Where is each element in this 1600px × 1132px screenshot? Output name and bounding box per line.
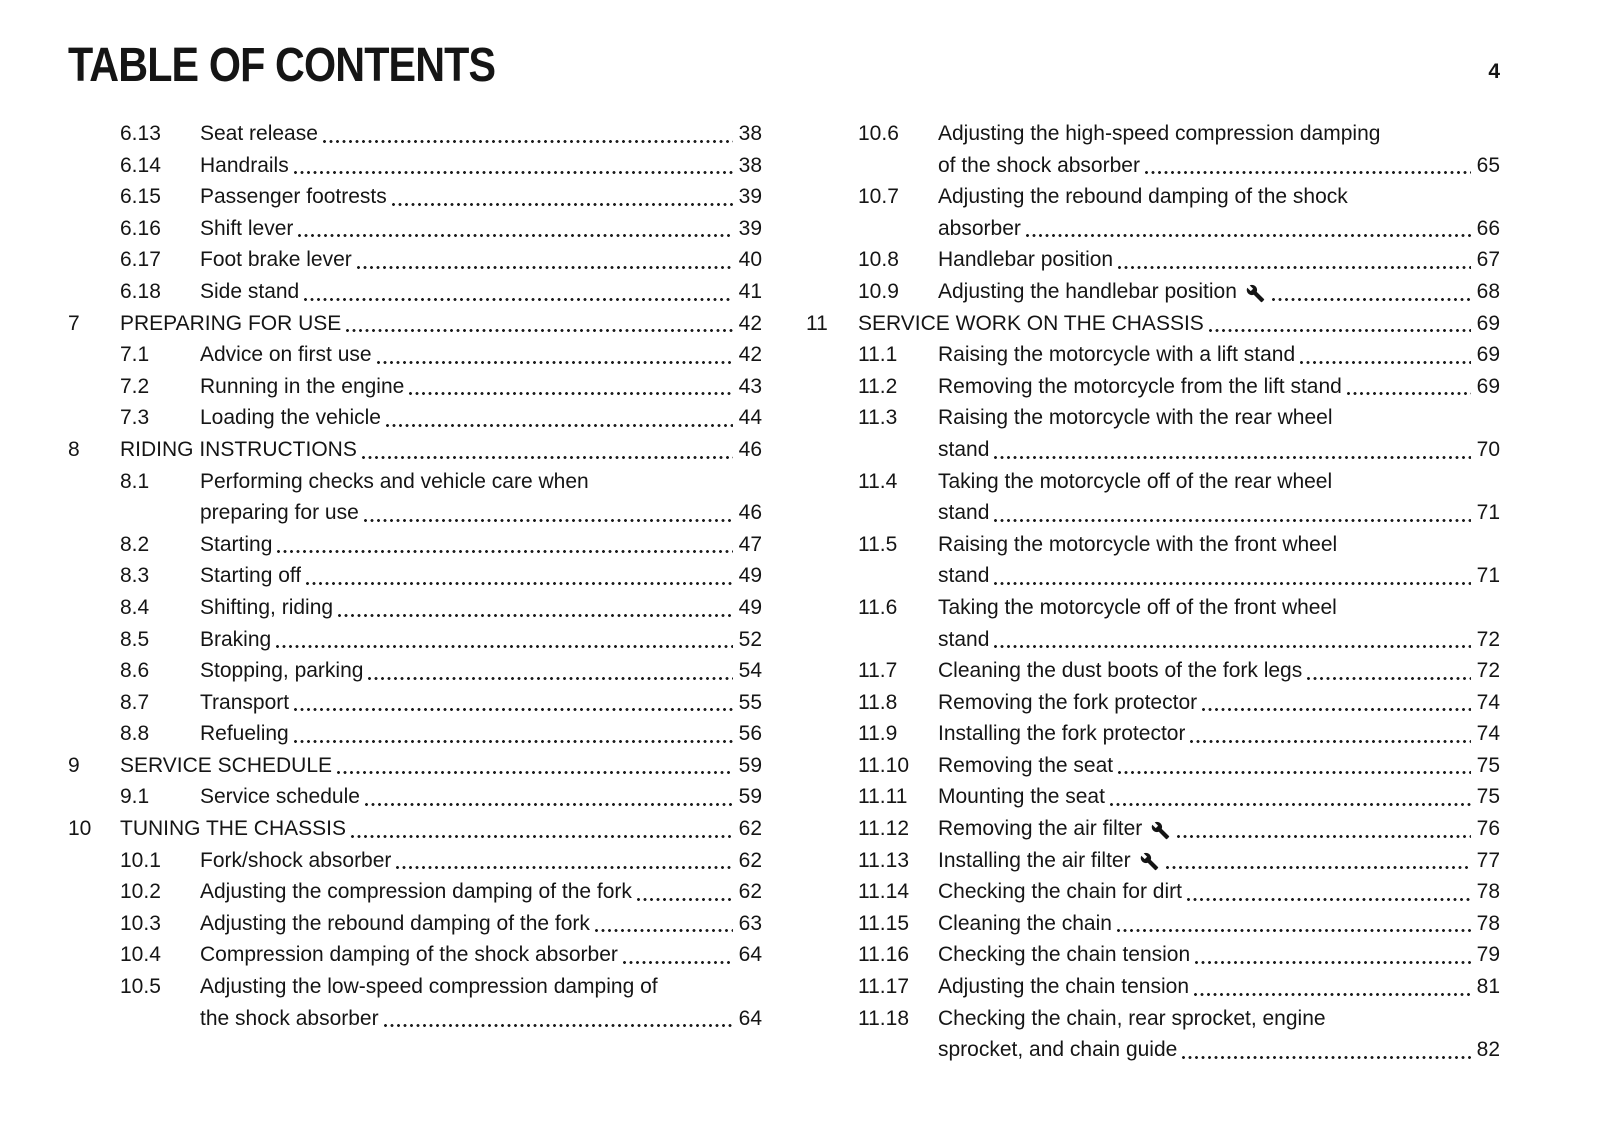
entry-page: 39 — [738, 216, 762, 240]
dot-leader — [294, 708, 733, 711]
entry-title: Taking the motorcycle off of the rear wheel — [938, 469, 1333, 493]
toc-entry-continuation — [68, 1003, 762, 1035]
entry-title: SERVICE SCHEDULE — [120, 753, 333, 777]
toc-entry — [68, 118, 762, 150]
entry-page: 47 — [738, 532, 762, 556]
entry-number: 8 — [68, 437, 80, 461]
entry-title: Checking the chain tension — [938, 943, 1191, 967]
entry-page: 74 — [1476, 722, 1500, 746]
toc-entry — [806, 876, 1500, 908]
toc-column-left — [68, 118, 762, 1066]
toc-entry — [806, 402, 1500, 434]
entry-number: 11.13 — [858, 848, 909, 872]
entry-page: 77 — [1476, 848, 1500, 872]
entry-title: Checking the chain for dirt — [938, 880, 1182, 904]
entry-title: Removing the fork protector — [938, 690, 1198, 714]
entry-page: 62 — [738, 817, 762, 841]
entry-page: 62 — [738, 848, 762, 872]
dot-leader — [1307, 677, 1470, 680]
dot-leader — [623, 961, 733, 964]
toc-entry — [806, 466, 1500, 498]
toc-entry — [68, 150, 762, 182]
toc-entry — [68, 213, 762, 245]
entry-title: Installing the air filter — [938, 848, 1131, 872]
entry-title: Adjusting the rebound damping of the fork — [200, 911, 590, 935]
entry-page: 71 — [1476, 501, 1500, 525]
toc-entry-continuation — [68, 497, 762, 529]
entry-page: 56 — [738, 722, 762, 746]
toc-entry — [68, 718, 762, 750]
entry-page: 59 — [738, 785, 762, 809]
toc-entry — [806, 655, 1500, 687]
entry-number: 11.4 — [858, 469, 898, 493]
entry-number: 10.1 — [120, 848, 161, 872]
entry-title: Starting off — [200, 564, 302, 588]
entry-number: 7.1 — [120, 343, 150, 367]
entry-number: 10 — [68, 817, 92, 841]
entry-page: 62 — [738, 880, 762, 904]
entry-number: 7 — [68, 311, 80, 335]
toc-entry — [68, 276, 762, 308]
entry-number: 10.7 — [858, 185, 899, 209]
toc-entry — [806, 118, 1500, 150]
dot-leader — [1347, 392, 1471, 395]
entry-number: 10.8 — [858, 248, 899, 272]
toc-entry — [806, 750, 1500, 782]
toc-entry — [68, 750, 762, 782]
entry-title: Removing the air filter — [938, 817, 1143, 841]
dot-leader — [294, 171, 733, 174]
entry-title: Compression damping of the shock absorber — [200, 943, 618, 967]
entry-title: preparing for use — [200, 501, 359, 525]
toc-entry — [806, 687, 1500, 719]
wrench-icon — [1140, 852, 1159, 871]
entry-number: 11.3 — [858, 406, 898, 430]
entry-page: 76 — [1476, 817, 1500, 841]
toc-entry — [806, 908, 1500, 940]
entry-title: stand — [938, 437, 990, 461]
dot-leader — [294, 740, 733, 743]
entry-title: Adjusting the low-speed compression damping of — [200, 975, 658, 999]
entry-number: 10.2 — [120, 880, 161, 904]
dot-leader — [994, 456, 1470, 459]
entry-number: 7.3 — [120, 406, 150, 430]
entry-page: 68 — [1476, 279, 1500, 303]
dot-leader — [365, 803, 733, 806]
entry-page: 54 — [738, 659, 762, 683]
entry-title: Starting — [200, 532, 273, 556]
dot-leader — [338, 614, 733, 617]
entry-number: 6.14 — [120, 153, 161, 177]
entry-number: 11.9 — [858, 722, 898, 746]
toc-entry — [68, 244, 762, 276]
dot-leader — [337, 771, 733, 774]
entry-number: 11.17 — [858, 975, 909, 999]
entry-number: 11.11 — [858, 785, 908, 809]
entry-title: Handrails — [200, 153, 289, 177]
toc-entry-continuation — [806, 560, 1500, 592]
entry-page: 69 — [1476, 374, 1500, 398]
entry-number: 11.2 — [858, 374, 898, 398]
entry-title: Side stand — [200, 279, 300, 303]
toc-entry — [68, 687, 762, 719]
toc-entry — [68, 939, 762, 971]
entry-title: Stopping, parking — [200, 659, 364, 683]
entry-number: 8.7 — [120, 690, 150, 714]
dot-leader — [1117, 929, 1471, 932]
toc-entry — [68, 308, 762, 340]
entry-number: 11.10 — [858, 753, 909, 777]
entry-number: 10.6 — [858, 122, 899, 145]
entry-page: 69 — [1476, 311, 1500, 335]
toc-entry — [68, 845, 762, 877]
entry-title: Removing the motorcycle from the lift stand — [938, 374, 1342, 398]
entry-title: Passenger footrests — [200, 185, 387, 209]
dot-leader — [277, 550, 732, 553]
entry-page: 82 — [1476, 1038, 1500, 1062]
entry-title: Running in the engine — [200, 374, 405, 398]
entry-number: 11.1 — [858, 343, 898, 367]
dot-leader — [306, 582, 732, 585]
dot-leader — [364, 519, 733, 522]
toc-entry — [806, 781, 1500, 813]
entry-title: Installing the fork protector — [938, 722, 1186, 746]
entry-page: 44 — [738, 406, 762, 430]
dot-leader — [276, 645, 732, 648]
entry-number: 6.16 — [120, 216, 161, 240]
dot-leader — [377, 361, 733, 364]
entry-number: 11 — [806, 311, 828, 335]
entry-title: Raising the motorcycle with the front wheel — [938, 532, 1338, 556]
dot-leader — [1177, 835, 1470, 838]
toc-entry-continuation — [806, 150, 1500, 182]
entry-title: Adjusting the handlebar position — [938, 279, 1237, 303]
toc-entry — [806, 939, 1500, 971]
toc-entry — [68, 560, 762, 592]
entry-title: Foot brake lever — [200, 248, 352, 272]
entry-page: 46 — [738, 437, 762, 461]
entry-page: 42 — [738, 311, 762, 335]
entry-page: 71 — [1476, 564, 1500, 588]
dot-leader — [994, 582, 1470, 585]
page-number: 4 — [1488, 60, 1500, 83]
entry-number: 8.2 — [120, 532, 150, 556]
entry-number: 9 — [68, 753, 80, 777]
toc-entry — [68, 181, 762, 213]
toc-entry — [806, 845, 1500, 877]
entry-title: of the shock absorber — [938, 153, 1140, 177]
dot-leader — [1110, 803, 1471, 806]
entry-page: 38 — [738, 122, 762, 145]
entry-page: 78 — [1476, 911, 1500, 935]
dot-leader — [1195, 961, 1470, 964]
entry-title: Loading the vehicle — [200, 406, 381, 430]
entry-page: 72 — [1476, 627, 1500, 651]
entry-title: Raising the motorcycle with a lift stand — [938, 343, 1296, 367]
toc-entry — [806, 971, 1500, 1003]
toc-entry-continuation — [806, 213, 1500, 245]
entry-page: 75 — [1476, 753, 1500, 777]
entry-title: Removing the seat — [938, 753, 1114, 777]
dot-leader — [994, 519, 1470, 522]
entry-number: 11.7 — [858, 659, 898, 683]
dot-leader — [1272, 298, 1471, 301]
dot-leader — [994, 645, 1470, 648]
dot-leader — [357, 266, 733, 269]
dot-leader — [409, 392, 732, 395]
entry-title: RIDING INSTRUCTIONS — [120, 437, 357, 461]
entry-title: Checking the chain, rear sprocket, engine — [938, 1006, 1326, 1030]
dot-leader — [346, 329, 732, 332]
dot-leader — [386, 424, 733, 427]
toc-entry — [806, 1003, 1500, 1035]
entry-number: 8.1 — [120, 469, 150, 493]
entry-number: 11.8 — [858, 690, 898, 714]
entry-number: 6.13 — [120, 122, 161, 145]
dot-leader — [1145, 171, 1471, 174]
toc-entry-continuation — [806, 434, 1500, 466]
entry-page: 81 — [1476, 975, 1500, 999]
entry-number: 8.3 — [120, 564, 150, 588]
entry-title: Transport — [200, 690, 290, 714]
entry-number: 10.3 — [120, 911, 161, 935]
toc-entry — [68, 624, 762, 656]
entry-title: Service schedule — [200, 785, 360, 809]
wrench-icon — [1246, 284, 1265, 303]
entry-title: Advice on first use — [200, 343, 372, 367]
toc-entry — [68, 781, 762, 813]
dot-leader — [1300, 361, 1470, 364]
entry-page: 63 — [738, 911, 762, 935]
entry-title: TUNING THE CHASSIS — [120, 817, 346, 841]
toc-entry — [806, 592, 1500, 624]
entry-title: Seat release — [200, 122, 318, 145]
dot-leader — [396, 866, 732, 869]
entry-title: Braking — [200, 627, 272, 651]
entry-page: 43 — [738, 374, 762, 398]
dot-leader — [1194, 993, 1471, 996]
entry-title: Cleaning the chain — [938, 911, 1112, 935]
entry-number: 6.15 — [120, 185, 161, 209]
toc-column-right — [806, 118, 1500, 1066]
entry-title: Shift lever — [200, 216, 294, 240]
entry-page: 74 — [1476, 690, 1500, 714]
entry-page: 49 — [738, 564, 762, 588]
entry-number: 11.15 — [858, 911, 909, 935]
toc-entry — [68, 339, 762, 371]
entry-number: 9.1 — [120, 785, 150, 809]
entry-title: Cleaning the dust boots of the fork legs — [938, 659, 1303, 683]
toc-entry — [68, 908, 762, 940]
entry-number: 11.18 — [858, 1006, 909, 1030]
entry-page: 64 — [738, 1006, 762, 1030]
entry-number: 11.6 — [858, 595, 898, 619]
entry-number: 8.6 — [120, 659, 150, 683]
toc-entry — [806, 308, 1500, 340]
entry-number: 11.16 — [858, 943, 909, 967]
toc-entry — [68, 402, 762, 434]
dot-leader — [368, 677, 732, 680]
toc-entry — [68, 466, 762, 498]
toc-entry — [806, 718, 1500, 750]
entry-page: 65 — [1476, 153, 1500, 177]
entry-page: 42 — [738, 343, 762, 367]
entry-number: 11.5 — [858, 532, 898, 556]
dot-leader — [1118, 771, 1471, 774]
entry-page: 40 — [738, 248, 762, 272]
entry-title: Shifting, riding — [200, 595, 334, 619]
entry-title: Raising the motorcycle with the rear wheel — [938, 406, 1333, 430]
entry-number: 10.4 — [120, 943, 161, 967]
dot-leader — [1187, 898, 1471, 901]
toc-columns — [68, 118, 1500, 1066]
dot-leader — [1209, 329, 1471, 332]
toc-entry — [68, 813, 762, 845]
entry-title: Adjusting the compression damping of the fork — [200, 880, 632, 904]
toc-entry-continuation — [806, 497, 1500, 529]
entry-number: 7.2 — [120, 374, 150, 398]
dot-leader — [1190, 740, 1470, 743]
entry-title: Fork/shock absorber — [200, 848, 392, 872]
dot-leader — [298, 234, 732, 237]
dot-leader — [1182, 1056, 1470, 1059]
entry-page: 70 — [1476, 437, 1500, 461]
toc-entry — [806, 529, 1500, 561]
dot-leader — [595, 929, 733, 932]
entry-title: SERVICE WORK ON THE CHASSIS — [858, 311, 1204, 335]
dot-leader — [323, 140, 733, 143]
toc-entry-continuation — [806, 624, 1500, 656]
toc-entry — [806, 371, 1500, 403]
page-title: TABLE OF CONTENTS — [68, 39, 496, 92]
entry-title: absorber — [938, 216, 1021, 240]
toc-entry — [68, 434, 762, 466]
entry-title: Adjusting the rebound damping of the shock — [938, 185, 1348, 209]
entry-title: sprocket, and chain guide — [938, 1038, 1178, 1062]
entry-title: Taking the motorcycle off of the front wheel — [938, 595, 1337, 619]
entry-page: 59 — [738, 753, 762, 777]
toc-entry — [68, 655, 762, 687]
entry-page: 66 — [1476, 216, 1500, 240]
dot-leader — [1026, 234, 1471, 237]
toc-entry — [68, 876, 762, 908]
entry-title: stand — [938, 564, 990, 588]
dot-leader — [1118, 266, 1471, 269]
entry-number: 8.5 — [120, 627, 150, 651]
toc-entry — [806, 276, 1500, 308]
entry-title: Mounting the seat — [938, 785, 1105, 809]
entry-title: Handlebar position — [938, 248, 1114, 272]
entry-page: 64 — [738, 943, 762, 967]
entry-number: 6.17 — [120, 248, 161, 272]
entry-title: stand — [938, 627, 990, 651]
entry-page: 67 — [1476, 248, 1500, 272]
entry-page: 69 — [1476, 343, 1500, 367]
toc-entry — [806, 339, 1500, 371]
entry-number: 11.14 — [858, 880, 909, 904]
toc-entry — [68, 971, 762, 1003]
entry-number: 11.12 — [858, 817, 909, 841]
entry-page: 39 — [738, 185, 762, 209]
dot-leader — [351, 835, 733, 838]
entry-number: 6.18 — [120, 279, 161, 303]
dot-leader — [304, 298, 732, 301]
entry-page: 55 — [738, 690, 762, 714]
entry-page: 72 — [1476, 659, 1500, 683]
entry-number: 8.8 — [120, 722, 150, 746]
toc-entry — [806, 181, 1500, 213]
entry-page: 41 — [738, 279, 762, 303]
toc-entry — [68, 592, 762, 624]
entry-title: PREPARING FOR USE — [120, 311, 342, 335]
dot-leader — [637, 898, 733, 901]
toc-entry-continuation — [806, 1034, 1500, 1066]
entry-page: 78 — [1476, 880, 1500, 904]
dot-leader — [1166, 866, 1471, 869]
wrench-icon — [1151, 821, 1170, 840]
entry-title: Adjusting the high-speed compression damping — [938, 122, 1381, 145]
entry-page: 49 — [738, 595, 762, 619]
entry-title: Refueling — [200, 722, 289, 746]
dot-leader — [392, 203, 733, 206]
entry-number: 10.5 — [120, 975, 161, 999]
toc-entry — [806, 244, 1500, 276]
toc-entry — [806, 813, 1500, 845]
dot-leader — [1202, 708, 1471, 711]
dot-leader — [362, 456, 733, 459]
entry-page: 38 — [738, 153, 762, 177]
entry-title: Performing checks and vehicle care when — [200, 469, 589, 493]
entry-title: the shock absorber — [200, 1006, 379, 1030]
toc-entry — [68, 371, 762, 403]
entry-title: stand — [938, 501, 990, 525]
dot-leader — [384, 1024, 733, 1027]
entry-title: Adjusting the chain tension — [938, 975, 1190, 999]
toc-entry — [68, 529, 762, 561]
entry-number: 10.9 — [858, 279, 899, 303]
entry-page: 79 — [1476, 943, 1500, 967]
entry-page: 52 — [738, 627, 762, 651]
entry-number: 8.4 — [120, 595, 150, 619]
entry-page: 75 — [1476, 785, 1500, 809]
entry-page: 46 — [738, 501, 762, 525]
